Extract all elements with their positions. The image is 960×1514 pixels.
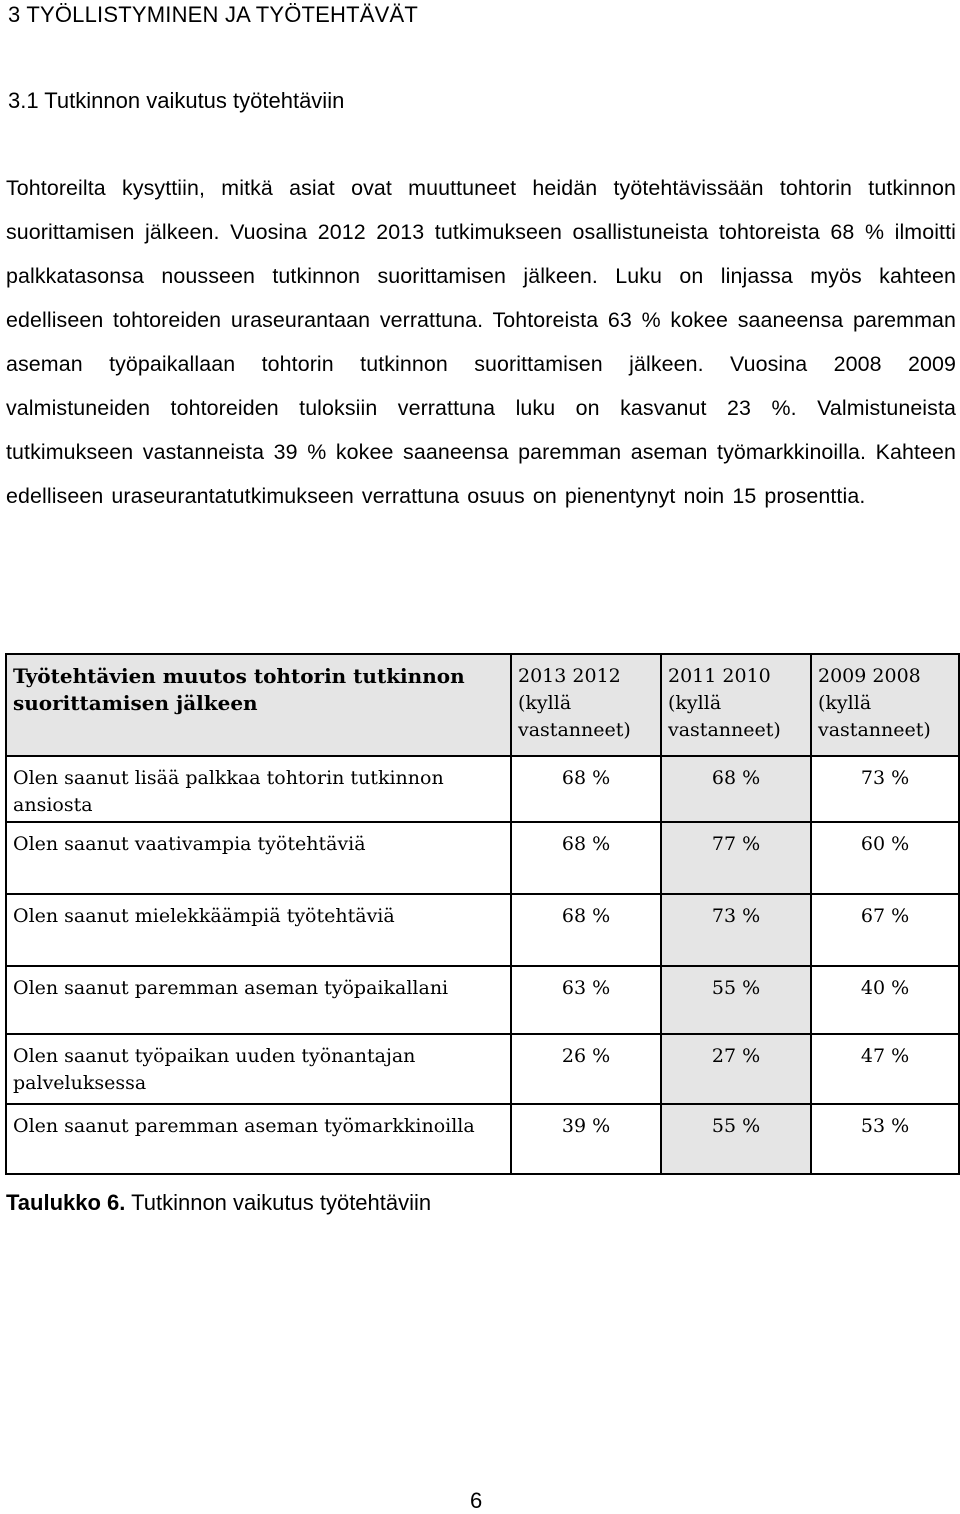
value-2011-2010: 68 % [661,756,811,822]
row-label: Olen saanut paremman aseman työmarkkinoilla [6,1104,511,1174]
row-label: Olen saanut paremman aseman työpaikallani [6,966,511,1034]
value-2009-2008: 47 % [811,1034,959,1104]
value-2009-2008: 60 % [811,822,959,894]
value-2013-2012: 68 % [511,822,661,894]
caption-label: Taulukko 6. [6,1190,126,1215]
body-paragraph: Tohtoreilta kysyttiin, mitkä asiat ovat muuttuneet heidän työtehtävissään tohtorin tutkinnon suorittamisen jälkeen. Vuosina 2012 2013 tutkimukseen osallistuneista tohtoreista 68 % ilmoitti palkkatasonsa nousseen tutkinnon suorittamisen jälkeen. Luku on linjassa myös kahteen edelliseen tohtoreiden uraseurantaan verrattuna. Tohtoreista 63 % kokee saaneensa paremman aseman työpaikallaan tohtorin tutkinnon suorittamisen jälkeen. Vuosina 2008 2009 valmistuneiden tohtoreiden tuloksiin verrattuna luku on kasvanut 23 %. Valmistuneista tutkimukseen vastanneista 39 % kokee saaneensa paremman aseman työmarkkinoilla. Kahteen edelliseen uraseurantatutkimukseen verrattuna osuus on pienentynyt noin 15 prosenttia. [6,176,956,508]
results-table [5,653,960,1175]
table-row [6,822,959,894]
table-row [6,894,959,966]
value-2011-2010: 55 % [661,966,811,1034]
row-label: Olen saanut mielekkäämpiä työtehtäviä [6,894,511,966]
value-2013-2012: 26 % [511,1034,661,1104]
value-2013-2012: 39 % [511,1104,661,1174]
value-2013-2012: 68 % [511,756,661,822]
table-row [6,756,959,822]
value-2009-2008: 53 % [811,1104,959,1174]
value-2011-2010: 27 % [661,1034,811,1104]
table-row [6,1104,959,1174]
value-2011-2010: 55 % [661,1104,811,1174]
caption-text: Tutkinnon vaikutus työtehtäviin [125,1190,432,1215]
row-label: Olen saanut lisää palkkaa tohtorin tutkinnon ansiosta [6,756,511,822]
table-header-row [6,654,959,756]
table-header-2013-2012: 2013 2012 (kyllä vastanneet) [511,654,661,756]
value-2009-2008: 67 % [811,894,959,966]
value-2011-2010: 77 % [661,822,811,894]
table-caption [6,1190,431,1216]
value-2009-2008: 73 % [811,756,959,822]
table-header-label: Työtehtävien muutos tohtorin tutkinnon suorittamisen jälkeen [6,654,511,756]
table-row [6,1034,959,1104]
row-label: Olen saanut vaativampia työtehtäviä [6,822,511,894]
value-2011-2010: 73 % [661,894,811,966]
value-2009-2008: 40 % [811,966,959,1034]
section-heading: 3.1 Tutkinnon vaikutus työtehtäviin [8,88,345,113]
page-number: 6 [470,1488,483,1513]
table-row [6,966,959,1034]
value-2013-2012: 68 % [511,894,661,966]
row-label: Olen saanut työpaikan uuden työnantajan palveluksessa [6,1034,511,1104]
chapter-heading: 3 TYÖLLISTYMINEN JA TYÖTEHTÄVÄT [8,2,419,27]
value-2013-2012: 63 % [511,966,661,1034]
table-header-2009-2008: 2009 2008 (kyllä vastanneet) [811,654,959,756]
table-header-2011-2010: 2011 2010 (kyllä vastanneet) [661,654,811,756]
